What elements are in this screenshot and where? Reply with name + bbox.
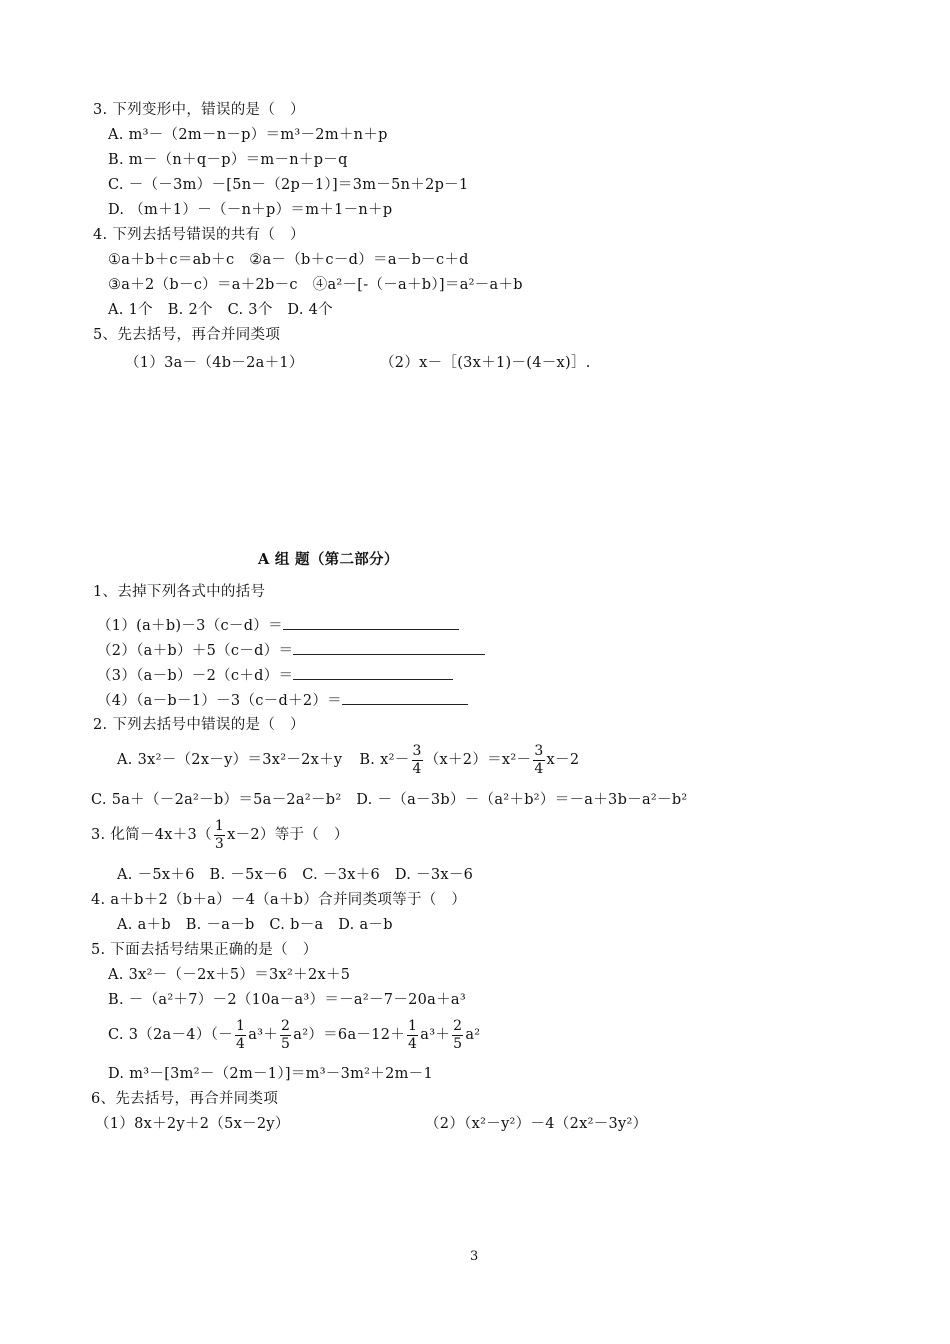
q3-option-a: A. m³－（2m－n－p）＝m³－2m＋n＋p (108, 127, 388, 143)
fraction (214, 818, 225, 853)
fraction (407, 1018, 418, 1053)
frac-num: 2 (453, 1017, 463, 1034)
s4-options: A. a＋b B. －a－b C. b－a D. a－b (117, 917, 393, 933)
s5-option-c (108, 1015, 480, 1055)
frac-num: 3 (534, 742, 544, 759)
s5-option-b: B. －（a²＋7）－2（10a－a³）＝－a²－7－20a＋a³ (108, 992, 466, 1008)
frac-den: 4 (412, 760, 422, 777)
s2-option-b-post: x－2 (546, 752, 580, 768)
s5-c-end: a² (465, 1027, 481, 1043)
q4-row-1: ①a＋b＋c＝ab＋c ②a－（b＋c－d）＝a－b－c＋d (108, 252, 469, 268)
s5-stem: 5. 下面去括号结果正确的是（ ） (91, 942, 318, 958)
s5-c-pre: C. 3（2a－4）（－ (108, 1027, 233, 1043)
s3-stem-post: x－2）等于（ ） (227, 827, 349, 843)
answer-blank[interactable] (293, 640, 485, 655)
fraction (412, 743, 423, 778)
fraction (452, 1018, 463, 1053)
s2-option-b-pre: B. x²－ (359, 752, 410, 768)
s6-part-1: （1）8x＋2y＋2（5x－2y） (95, 1116, 290, 1132)
frac-den: 4 (235, 1035, 246, 1052)
q4-stem: 4. 下列去括号错误的共有（ ） (93, 227, 305, 243)
s2-options-cd: C. 5a＋（－2a²－b）＝5a－2a²－b² D. －（a－3b）－（a²＋b²）＝－a＋3b－a²－b² (91, 792, 688, 808)
s1-item-4-text: （4）（a－b－1）－3（c－d＋2）＝ (97, 693, 342, 709)
fraction (533, 743, 544, 778)
frac-num: 2 (281, 1017, 291, 1034)
s4-stem: 4. a＋b＋2（b＋a）－4（a＋b）合并同类项等于（ ） (91, 892, 467, 908)
frac-den: 4 (408, 1035, 418, 1052)
frac-num: 1 (214, 817, 225, 834)
s1-item-3-text: （3）（a－b）－2（c＋d）＝ (97, 668, 294, 684)
frac-num: 1 (408, 1017, 418, 1034)
s1-item-2 (97, 640, 485, 661)
s1-item-4 (97, 690, 468, 711)
q3-option-b: B. m－（n＋q－p）＝m－n＋p－q (108, 152, 348, 168)
frac-den: 4 (534, 760, 544, 777)
s2-option-a: A. 3x²－（2x－y）＝3x²－2x＋y (117, 752, 343, 768)
frac-den: 5 (453, 1035, 463, 1052)
frac-num: 1 (235, 1017, 246, 1034)
frac-num: 3 (412, 742, 422, 759)
answer-blank[interactable] (283, 615, 459, 630)
s1-item-2-text: （2）（a＋b）＋5（c－d）＝ (97, 643, 294, 659)
s5-c-mid-2: a²）＝6a－12＋ (293, 1027, 406, 1043)
q3-option-c: C. －（－3m）－[5n－（2p－1）]＝3m－5n＋2p－1 (108, 177, 469, 193)
s6-stem: 6、先去括号，再合并同类项 (91, 1091, 279, 1107)
q5-part-1: （1）3a－（4b－2a＋1） (125, 355, 304, 371)
q5-part-2: （2）x－［(3x＋1)－(4－x)］. (380, 355, 591, 371)
fraction (280, 1018, 291, 1053)
s5-c-mid-3: a³＋ (420, 1027, 451, 1043)
answer-blank[interactable] (293, 665, 453, 680)
s1-item-3 (97, 665, 453, 686)
s3-stem-pre: 3. 化简－4x＋3（ (91, 827, 212, 843)
q4-row-2: ③a＋2（b－c）＝a＋2b－c ④a²－[-（－a＋b）]＝a²－a＋b (108, 277, 523, 293)
s1-item-1-text: （1）(a＋b)－3（c－d）＝ (97, 618, 283, 634)
fraction (235, 1018, 246, 1053)
frac-den: 5 (281, 1035, 291, 1052)
q5-stem: 5、先去括号，再合并同类项 (93, 327, 281, 343)
s5-option-d: D. m³－[3m²－（2m－1）]＝m³－3m²＋2m－1 (108, 1066, 433, 1082)
s3-stem (91, 815, 349, 855)
s2-option-b-mid: （x＋2）＝x²－ (424, 752, 532, 768)
s5-option-a: A. 3x²－（－2x＋5）＝3x²＋2x＋5 (108, 967, 351, 983)
section-title: A 组 题（第二部分） (258, 551, 399, 568)
q3-stem: 3. 下列变形中，错误的是（ ） (93, 102, 305, 118)
s2-options-ab (117, 740, 579, 780)
q3-option-d: D. （m＋1）－（－n＋p）＝m＋1－n＋p (108, 202, 393, 218)
q4-options: A. 1个 B. 2个 C. 3个 D. 4个 (108, 302, 333, 318)
s6-part-2: （2）（x²－y²）－4（2x²－3y²） (425, 1116, 648, 1132)
frac-den: 3 (214, 835, 225, 852)
page-number: 3 (470, 1249, 479, 1264)
s1-stem: 1、去掉下列各式中的括号 (93, 584, 266, 600)
s2-stem: 2. 下列去括号中错误的是（ ） (93, 717, 305, 733)
answer-blank[interactable] (342, 690, 468, 705)
s1-item-1 (97, 615, 459, 636)
s3-options: A. －5x＋6 B. －5x－6 C. －3x＋6 D. －3x－6 (117, 867, 474, 883)
s5-c-mid-1: a³＋ (248, 1027, 279, 1043)
